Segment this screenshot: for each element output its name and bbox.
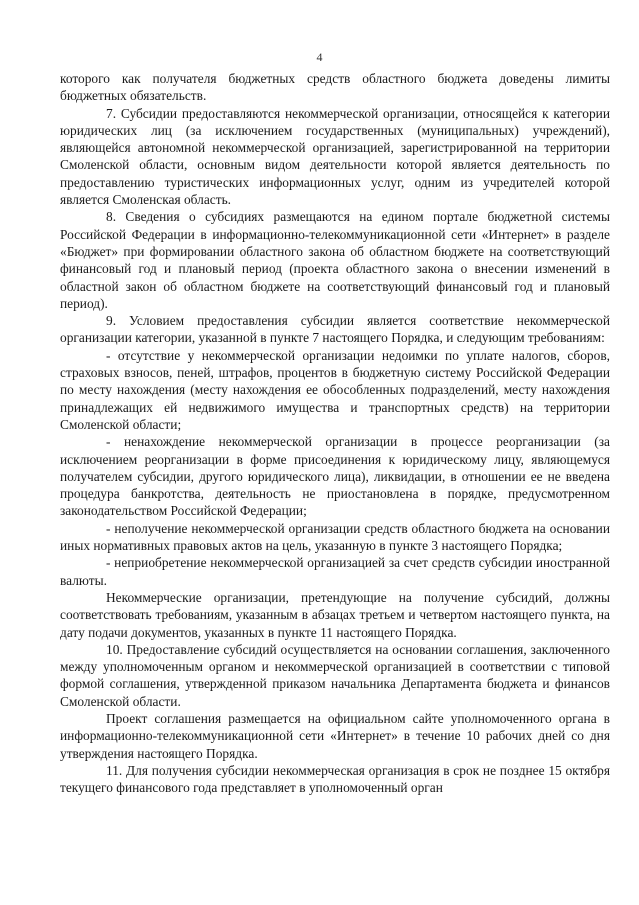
requirement-no-other-funding: - неполучение некоммерческой организации средств областного бюджета на основании иных нормативных правовых актов на цель, указанную в пункте 3 настоящего Порядка; [60, 520, 610, 554]
document-body [60, 70, 610, 796]
paragraph-10-draft: Проект соглашения размещается на официальном сайте уполномоченного органа в информационно-телекоммуникационной сети «Интернет» в течение 10 рабочих дней со дня утверждения настоящего Порядка. [60, 710, 610, 761]
requirement-no-reorganization: - ненахождение некоммерческой организации в процессе реорганизации (за исключением реорганизации в форме присоединения к юридическому лицу, являющемуся получателем субсидии, другого юридического лица), ликвидации, в отношении ее не введена процедура банкротства, деятельность не приостановлена в порядке, предусмотренном законодательством Российской Федерации; [60, 434, 610, 519]
paragraph-continuation: которого как получателя бюджетных средств областного бюджета доведены лимиты бюджетных обязательств. [60, 71, 610, 104]
requirement-no-arrears: - отсутствие у некоммерческой организации недоимки по уплате налогов, сборов, страховых взносов, пеней, штрафов, процентов в бюджетную систему Российской Федерации по месту нахождения (месту нахождения ее обособленных подразделений, месту нахождения принадлежащих ей недвижимого имущества и транспортных средств) на территории Смоленской области; [60, 347, 610, 432]
paragraph-10: 10. Предоставление субсидий осуществляется на основании соглашения, заключенного между уполномоченным органом и некоммерческой организацией в соответствии с типовой формой соглашения, утвержденной приказом начальника Департамента бюджета и финансов Смоленской области. [60, 641, 610, 709]
paragraph-9: 9. Условием предоставления субсидии является соответствие некоммерческой организации категории, указанной в пункте 7 настоящего Порядка, и следующим требованиям: [60, 313, 610, 346]
paragraph-8: 8. Сведения о субсидиях размещаются на едином портале бюджетной системы Российской Федерации в информационно-телекоммуникационной сети «Интернет» в разделе «Бюджет» при формировании областного закона об областном бюджете на соответствующий финансовый год и плановый период (проекта областного закона о внесении изменений в областной закон об областном бюджете на соответствующий финансовый год и плановый период). [60, 209, 610, 311]
requirement-no-foreign-currency: - неприобретение некоммерческой организацией за счет средств субсидии иностранной валюты. [60, 555, 610, 588]
page-number: 4 [316, 50, 323, 64]
paragraph-9-compliance: Некоммерческие организации, претендующие на получение субсидий, должны соответствовать требованиям, указанным в абзацах третьем и четвертом настоящего пункта, на дату подачи документов, указанных в пункте 11 настоящего Порядка. [60, 589, 610, 640]
paragraph-11: 11. Для получения субсидии некоммерческая организация в срок не позднее 15 октября текущего финансового года представляет в уполномоченный орган [60, 762, 610, 796]
paragraph-7: 7. Субсидии предоставляются некоммерческой организации, относящейся к категории юридических лиц (за исключением государственных (муниципальных) учреждений), являющейся автономной некоммерческой организацией, зарегистрированной на территории Смоленской области, основным видом деятельности которой является деятельность по предоставлению туристических информационных услуг, одним из учредителей которой является Смоленская область. [60, 105, 610, 208]
